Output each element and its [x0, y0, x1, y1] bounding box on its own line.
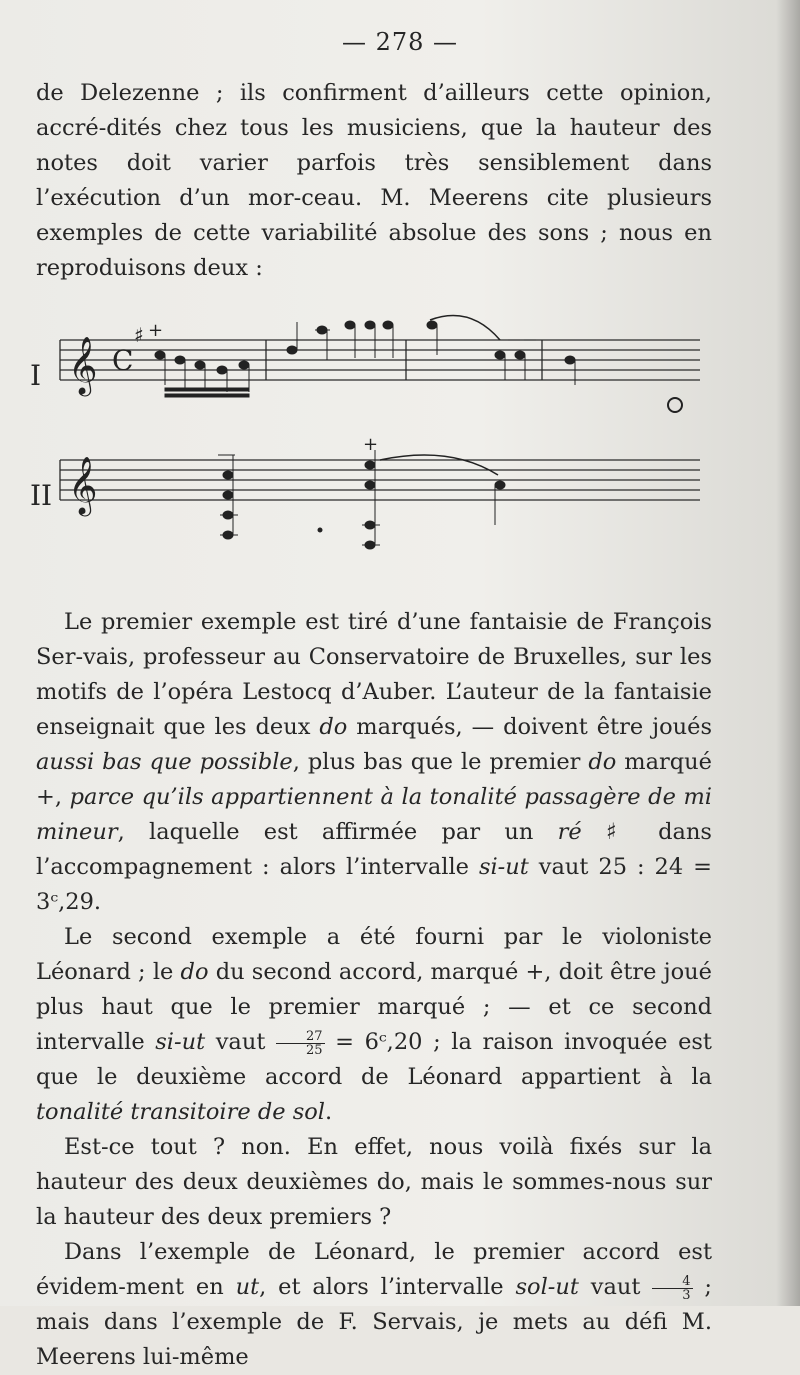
fraction-denominator: 3: [682, 1287, 691, 1303]
fraction-numerator: 4: [652, 1275, 692, 1289]
plus-mark-icon: +: [148, 320, 164, 341]
text-run: Le second exemple a été fourni par le violoniste Léonard ; le: [36, 924, 712, 985]
text-run: = 6ᶜ,20 ; la raison invoquée est que le deuxième accord de Léonard appartient à la: [36, 1029, 712, 1090]
text-run: do: [319, 714, 348, 740]
text-run: du second accord, marqué +, doit être joué plus haut que le premier marqué ; — et ce second intervalle: [36, 959, 712, 1055]
text-run: , et alors l’intervalle: [259, 1274, 516, 1300]
text-run: parce qu’ils appartiennent à la tonalité passagère de mi mineur: [36, 784, 712, 845]
text-run: vaut: [205, 1029, 276, 1055]
text-run: do: [588, 749, 617, 775]
paragraph-4: [36, 1235, 712, 1375]
music-examples: [30, 300, 720, 560]
text-run: vaut 25 : 24 = 3ᶜ,29.: [36, 854, 712, 915]
page-number: — 278 —: [341, 28, 459, 56]
text-run: si-ut: [478, 854, 529, 880]
fraction-numerator: 27: [276, 1030, 325, 1044]
text-run: .: [325, 1099, 333, 1125]
text-run: tonalité transitoire de sol: [36, 1099, 326, 1125]
paragraph-3: Est-ce tout ? non. En effet, nous voilà fixés sur la hauteur des deux deuxièmes do, mais le sommes-nous sur la hauteur des deux premiers ?: [36, 1134, 712, 1230]
paragraph-2: [36, 920, 712, 1130]
notes-measure-4: [565, 356, 682, 412]
staff-2: [60, 460, 700, 500]
text-run: Le premier exemple est tiré d’une fantaisie de François Ser-vais, professeur au Conservatoire de Bruxelles, sur les motifs de l’opéra Lestocq d’Auber. L’auteur de la fantaisie enseignait que les deux: [36, 609, 712, 740]
treble-clef-icon: 𝄞: [68, 336, 98, 394]
text-run: do: [180, 959, 209, 985]
text-run: , plus bas que le premier: [292, 749, 589, 775]
text-run: si-ut: [155, 1029, 206, 1055]
treble-clef-icon: 𝄞: [68, 456, 98, 514]
text-run: marqués, — doivent être joués: [347, 714, 712, 740]
text-run: , laquelle est affirmée par un: [117, 819, 558, 845]
sharp-icon: ♯: [134, 323, 144, 347]
text-run: ; mais dans l’exemple de F. Servais, je mets au défi M. Meerens lui-même: [36, 1274, 712, 1370]
fraction: [276, 1030, 325, 1057]
paragraph-text: de Delezenne ; ils confirment d’ailleurs cette opinion, accré-dités chez tous les musiciens, que la hauteur des notes doit varier parfois très sensiblement dans l’exécution d’un mor-ceau. M. Meerens cite plusieurs exemples de cette variabilité absolue des sons ; nous en reproduisons deux :: [36, 80, 712, 281]
text-run: sol-ut: [515, 1274, 579, 1300]
text-run: Dans l’exemple de Léonard, le premier accord est évidem-ment en: [36, 1239, 712, 1300]
svg-text:+: +: [363, 434, 379, 455]
text-run: vaut: [578, 1274, 653, 1300]
intro-paragraph: [36, 76, 712, 286]
system-label: I: [30, 359, 42, 392]
paragraph-1: [36, 605, 712, 920]
notes-measure-1: [155, 351, 249, 397]
text-run: dans l’accompagnement : alors l’intervalle: [36, 819, 712, 880]
text-run: ré ♯: [557, 819, 634, 845]
text-run: aussi bas que possible: [36, 749, 293, 775]
text-run: ut: [235, 1274, 260, 1300]
common-time-icon: C: [112, 344, 134, 377]
fraction-denominator: 25: [305, 1042, 323, 1058]
chords: [218, 434, 505, 549]
fraction: [652, 1275, 692, 1302]
staff-1: [60, 340, 700, 380]
text-run: marqué +,: [36, 749, 712, 810]
system-label: II: [30, 479, 53, 512]
main-text: [36, 605, 712, 1375]
